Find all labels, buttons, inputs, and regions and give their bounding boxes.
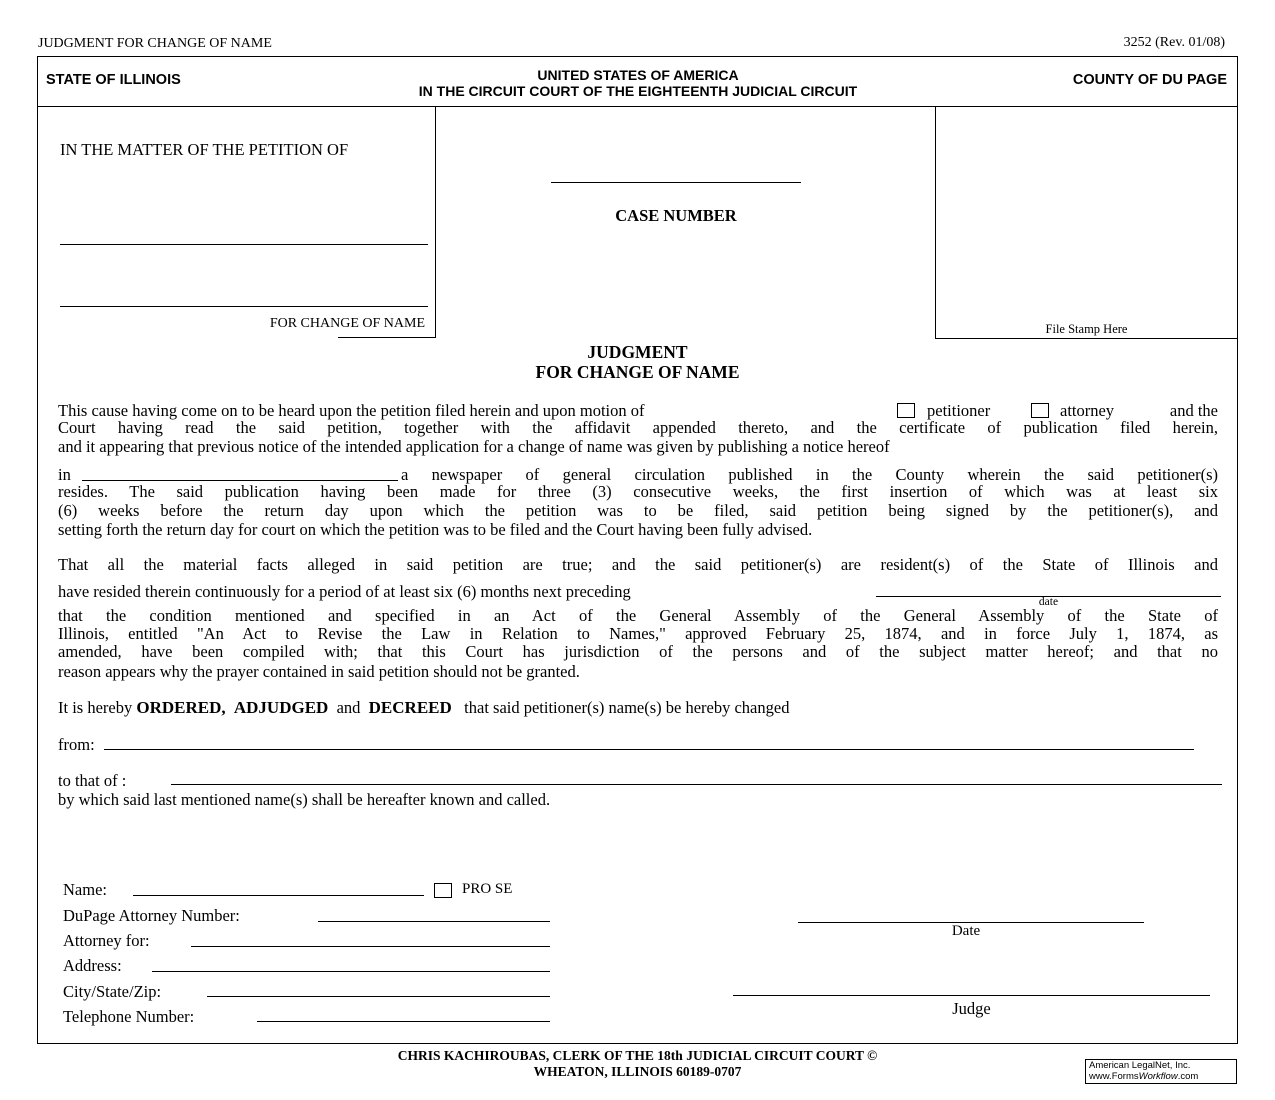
p1-line3: and it appearing that previous notice of the intended application for a change of name was given by publishing a notice hereof bbox=[58, 437, 890, 456]
pro-se-label: PRO SE bbox=[462, 881, 513, 897]
judgment-title: JUDGMENT bbox=[587, 342, 688, 362]
publisher-url-a: www.Forms bbox=[1089, 1071, 1139, 1082]
telephone-label: Telephone Number: bbox=[63, 1007, 195, 1026]
file-stamp-box bbox=[935, 106, 1238, 339]
p2-line5: amended, have been compiled with; that this Court has jurisdiction of the persons and of the subject matter hereof; and that no bbox=[58, 642, 1218, 661]
address-line[interactable] bbox=[152, 971, 550, 972]
order-decreed: DECREED bbox=[368, 698, 452, 717]
petitioner-checkbox[interactable] bbox=[897, 403, 915, 418]
newspaper-line[interactable] bbox=[82, 480, 398, 481]
pro-se-checkbox[interactable] bbox=[434, 883, 452, 898]
publisher-url-b: Workflow bbox=[1138, 1071, 1178, 1082]
p1-line1-end: and the bbox=[1169, 401, 1218, 420]
circuit-label: IN THE CIRCUIT COURT OF THE EIGHTEENTH JUDICIAL CIRCUIT bbox=[418, 83, 858, 99]
state-label: STATE OF ILLINOIS bbox=[46, 72, 181, 88]
clerk-line-1: CHRIS KACHIROUBAS, CLERK OF THE 18th JUDICIAL CIRCUIT COURT © bbox=[397, 1048, 878, 1063]
publisher-line-1: American LegalNet, Inc. bbox=[1089, 1060, 1191, 1071]
to-label: to that of : bbox=[58, 771, 127, 790]
order-adjudged: ADJUDGED bbox=[233, 698, 329, 717]
petitioner-line-2[interactable] bbox=[60, 306, 428, 307]
county-label: COUNTY OF DU PAGE bbox=[1072, 72, 1227, 88]
petitioner-option-label: petitioner bbox=[927, 401, 991, 420]
name-label: Name: bbox=[63, 880, 107, 899]
judge-signature-line[interactable] bbox=[733, 995, 1210, 996]
caption-left-border bbox=[435, 106, 436, 338]
telephone-line[interactable] bbox=[257, 1021, 550, 1022]
p1-line2: Court having read the said petition, together with the affidavit appended thereto, and the certificate of publication filed herein, bbox=[58, 418, 1218, 437]
publisher-line-2 bbox=[1089, 1071, 1198, 1082]
attorney-option-label: attorney bbox=[1060, 401, 1115, 420]
in-label: in bbox=[58, 465, 71, 484]
p2-line2: have resided therein continuously for a period of at least six (6) months next preceding bbox=[58, 582, 631, 601]
caption-left-bottom bbox=[338, 337, 436, 338]
file-stamp-label: File Stamp Here bbox=[1045, 322, 1128, 336]
address-label: Address: bbox=[63, 956, 122, 975]
closing-text: by which said last mentioned name(s) shall be hereafter known and called. bbox=[58, 790, 551, 809]
order-ordered: ORDERED, bbox=[136, 698, 226, 717]
from-label: from: bbox=[58, 735, 95, 754]
from-line[interactable] bbox=[104, 749, 1194, 750]
to-line[interactable] bbox=[171, 784, 1222, 785]
publisher-url-c: .com bbox=[1177, 1071, 1199, 1082]
nation-label: UNITED STATES OF AMERICA bbox=[537, 67, 739, 83]
form-title: JUDGMENT FOR CHANGE OF NAME bbox=[38, 36, 272, 51]
city-line[interactable] bbox=[207, 996, 550, 997]
form-number: 3252 (Rev. 01/08) bbox=[1123, 35, 1225, 50]
attorney-number-label: DuPage Attorney Number: bbox=[63, 906, 240, 925]
date-caption: date bbox=[1038, 596, 1059, 608]
p1-line7: setting forth the return day for court on which the petition was to be filed and the Court having been fully advised. bbox=[58, 520, 813, 539]
matter-label: IN THE MATTER OF THE PETITION OF bbox=[60, 140, 349, 159]
order-suffix: that said petitioner(s) name(s) be hereby changed bbox=[464, 698, 790, 717]
attorney-number-line[interactable] bbox=[318, 921, 550, 922]
city-label: City/State/Zip: bbox=[63, 982, 162, 1001]
p2-line1: That all the material facts alleged in said petition are true; and the said petitioner(s) are resident(s) of the State of Illinois and bbox=[58, 555, 1218, 574]
judgment-subtitle: FOR CHANGE OF NAME bbox=[535, 362, 740, 382]
order-and: and bbox=[336, 698, 361, 717]
p2-line4: Illinois, entitled "An Act to Revise the Law in Relation to Names," approved February 25, 1874, and in force July 1, 1874, as bbox=[58, 624, 1218, 643]
signature-date-label: Date bbox=[951, 923, 981, 939]
case-number-label: CASE NUMBER bbox=[615, 206, 737, 225]
name-line[interactable] bbox=[133, 895, 424, 896]
judge-label: Judge bbox=[952, 999, 991, 1018]
p2-line3: that the condition mentioned and specified in an Act of the General Assembly of the General Assembly of the State of bbox=[58, 606, 1218, 625]
order-prefix: It is hereby bbox=[58, 698, 133, 717]
p2-line6: reason appears why the prayer contained in said petition should not be granted. bbox=[58, 662, 580, 681]
for-change-label: FOR CHANGE OF NAME bbox=[269, 316, 425, 331]
attorney-checkbox[interactable] bbox=[1031, 403, 1049, 418]
p1-line4-rest: a newspaper of general circulation published in the County wherein the said petitioner(s) bbox=[401, 465, 1218, 484]
attorney-for-label: Attorney for: bbox=[63, 931, 150, 950]
case-number-line[interactable] bbox=[551, 182, 801, 183]
p1-line1-start: This cause having come on to be heard upon the petition filed herein and upon motion of bbox=[58, 401, 645, 420]
p1-line5: resides. The said publication having been made for three (3) consecutive weeks, the first insertion of which was at least six bbox=[58, 482, 1218, 501]
order-sentence bbox=[58, 698, 789, 718]
petitioner-line-1[interactable] bbox=[60, 244, 428, 245]
attorney-for-line[interactable] bbox=[191, 946, 550, 947]
p1-line6: (6) weeks before the return day upon which the petition was to be filed, said petition being signed by the petitioner(s), and bbox=[58, 501, 1218, 520]
clerk-line-2: WHEATON, ILLINOIS 60189-0707 bbox=[533, 1064, 742, 1079]
